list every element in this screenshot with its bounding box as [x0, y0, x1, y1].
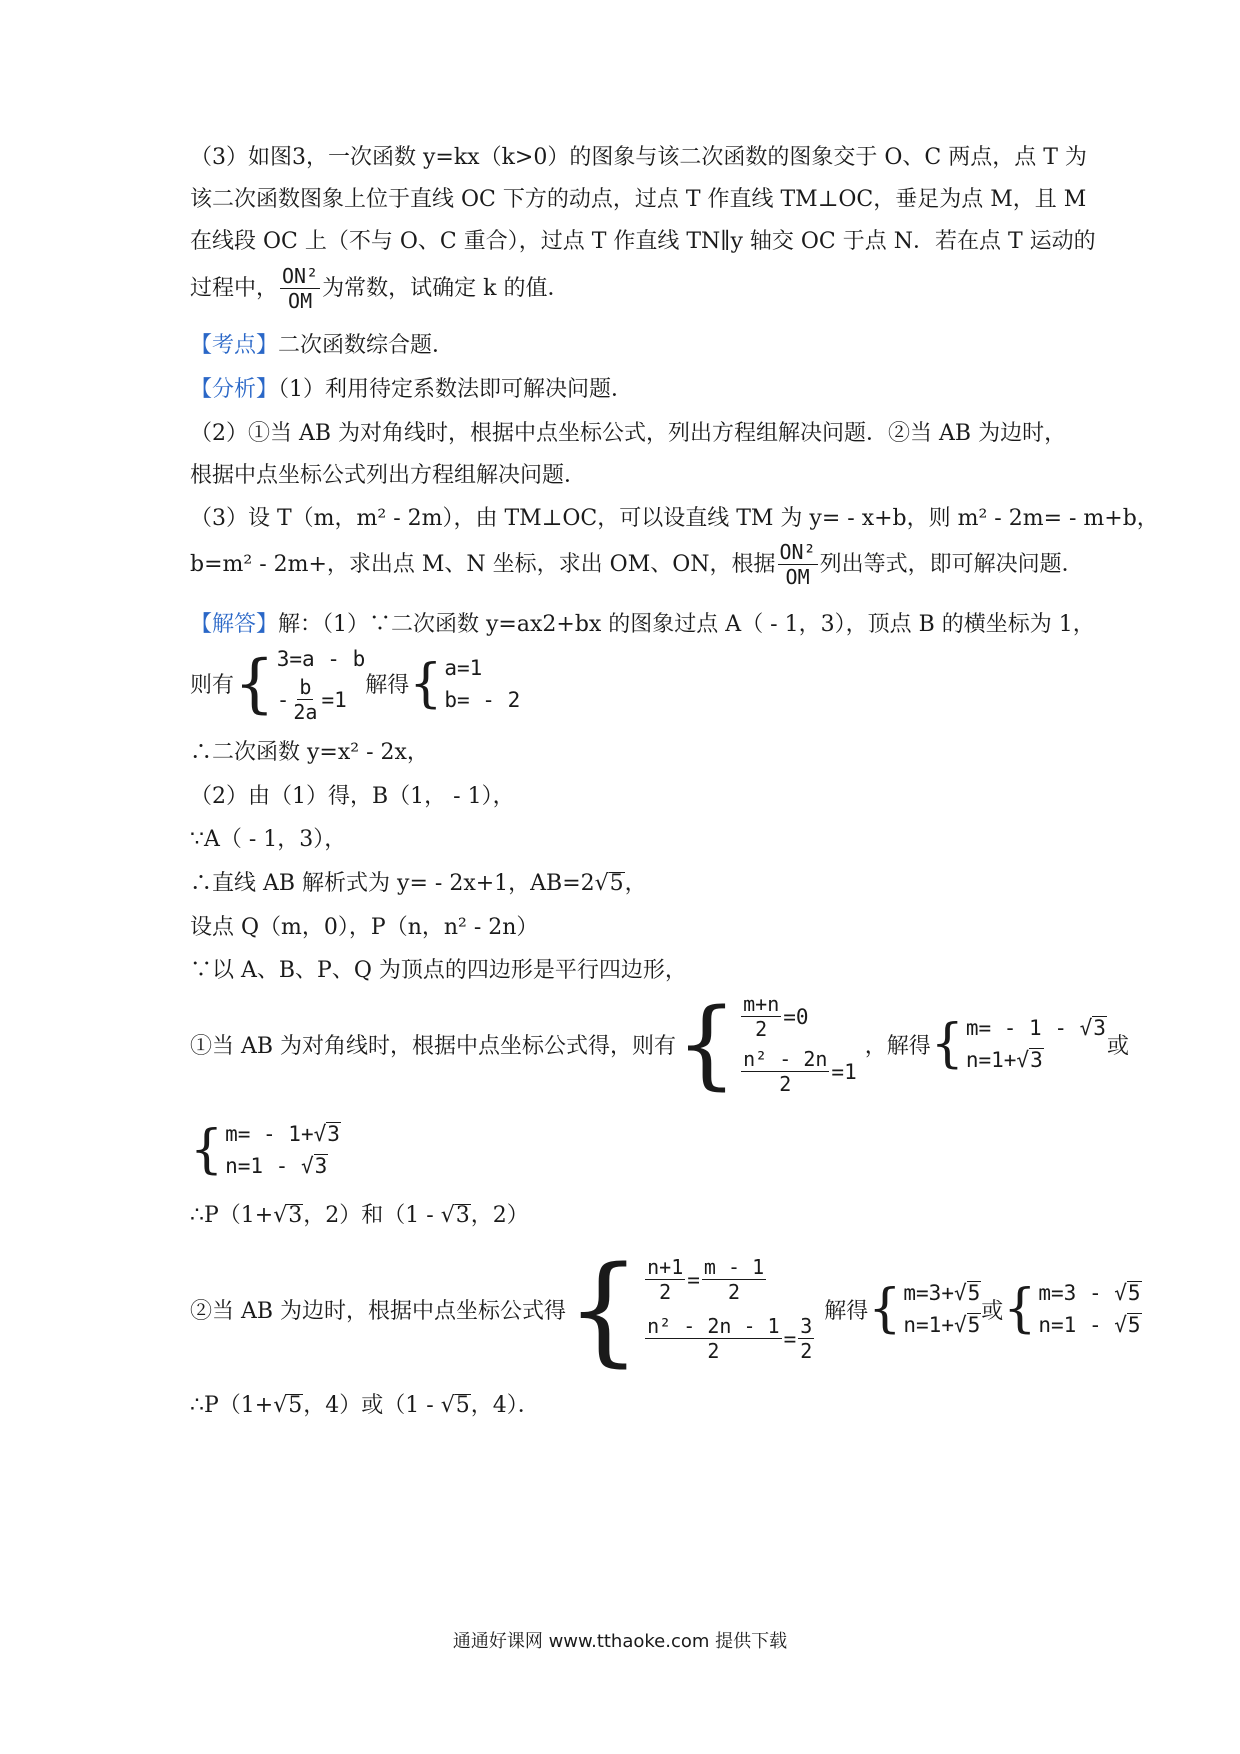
fraction — [291, 675, 319, 724]
fraction-numerator: m - 1 — [703, 1255, 765, 1279]
fraction — [645, 1314, 781, 1363]
sqrt-radicand: 5 — [455, 1393, 470, 1418]
fraction-denominator: OM — [785, 565, 810, 589]
fraction — [778, 540, 818, 589]
problem-line-3: 在线段 OC 上（不与 O、C 重合），过点 T 作直线 TN∥y 轴交 OC 于点 N．若在点 T 运动的 — [190, 229, 1096, 254]
left-brace: { — [1003, 1279, 1037, 1339]
fraction-denominator: 2 — [727, 1280, 741, 1304]
fraction-numerator: b — [299, 675, 312, 699]
left-brace: { — [190, 1120, 224, 1180]
fenxi-line-1 — [190, 374, 633, 406]
solution-part: n=1 - — [225, 1154, 301, 1178]
solution-part: m=3 - — [1038, 1281, 1115, 1305]
fenxi-tag: 【分析】 — [190, 377, 279, 402]
fraction-numerator: n² - 2n - 1 — [647, 1314, 780, 1338]
sqrt-radicand: 3 — [314, 1154, 328, 1178]
fraction-numerator: ON² — [779, 540, 816, 564]
solution: a=1 — [444, 655, 483, 680]
page-footer: 通通好课网 www.tthaoke.com 提供下载 — [452, 1631, 788, 1652]
problem-line-2: 该二次函数图象上位于直线 OC 下方的动点，过点 T 作直线 TM⊥OC，垂足为点 M，且 M — [190, 187, 1087, 212]
jieda-text: ， — [624, 871, 647, 896]
result-text: ∴P（1+ — [190, 1203, 274, 1228]
result-text: ，2） — [470, 1203, 529, 1228]
sqrt-radicand: 5 — [967, 1281, 981, 1305]
solution-part: n=1+ — [965, 1048, 1017, 1072]
solution: b= - 2 — [444, 687, 521, 712]
sqrt-radicand: 3 — [455, 1203, 470, 1228]
fraction-denominator: 2a — [293, 700, 318, 724]
fenxi-line-2: （2）①当 AB 为对角线时，根据中点坐标公式，列出方程组解决问题．②当 AB 为边时， — [190, 421, 1067, 446]
solution: n=1+√5 — [903, 1313, 981, 1337]
jieda-line-3: ∴二次函数 y=x² - 2x， — [190, 740, 429, 765]
solution: m= - 1 - √3 — [965, 1016, 1106, 1040]
equation-system — [643, 1255, 816, 1363]
sqrt-radicand: 3 — [1030, 1048, 1043, 1072]
equation — [643, 1255, 816, 1304]
fenxi-line-5 — [190, 540, 1084, 589]
fraction — [280, 264, 320, 313]
equation-part: = — [687, 1267, 700, 1292]
solution-part: n=1+ — [903, 1313, 954, 1337]
fraction-denominator: 2 — [800, 1339, 813, 1363]
fenxi-text: （1）利用待定系数法即可解决问题． — [278, 377, 634, 402]
sqrt-radicand: 5 — [609, 871, 624, 896]
fraction-numerator: n+1 — [647, 1255, 684, 1279]
fraction-numerator: m+n — [743, 992, 780, 1016]
jieda-line-6: ∴直线 AB 解析式为 y= - 2x+1，AB=2√5， — [190, 871, 647, 896]
case-text: ①当 AB 为对角线时，根据中点坐标公式得，则有 — [190, 1033, 677, 1059]
jieda-tag: 【解答】 — [190, 612, 279, 637]
kaodian-text: 二次函数综合题． — [278, 333, 455, 358]
solution: m= - 1+√3 — [225, 1122, 340, 1146]
sqrt-radicand: 5 — [967, 1313, 981, 1337]
solution-system — [225, 1118, 341, 1182]
jieda-line-4: （2）由（1）得，B（1， - 1）， — [190, 784, 515, 809]
solution-system — [966, 1012, 1107, 1076]
sqrt-radicand: 5 — [1127, 1281, 1141, 1305]
problem-text: 过程中， — [190, 275, 279, 301]
system-text: 则有 — [190, 673, 235, 698]
sqrt-radicand: 5 — [1127, 1313, 1141, 1337]
solution-system — [1038, 1277, 1141, 1341]
jieda-text: 解：（1）∵二次函数 y=ax2+bx 的图象过点 A（ - 1，3），顶点 B 的横坐标为 1， — [278, 612, 1095, 637]
fraction — [741, 992, 781, 1041]
case-text: 或 — [981, 1298, 1004, 1324]
jieda-line-8: ∵以 A、B、P、Q 为顶点的四边形是平行四边形， — [190, 958, 687, 983]
solution-part: m=3+ — [903, 1281, 954, 1305]
solution-system — [903, 1277, 981, 1341]
equation — [739, 1047, 857, 1096]
system-1-line — [190, 643, 520, 724]
jieda-text: ∴直线 AB 解析式为 y= - 2x+1，AB=2 — [190, 871, 595, 896]
left-brace: { — [930, 1014, 964, 1074]
solution-system — [444, 652, 520, 716]
sqrt-radicand: 3 — [327, 1122, 340, 1146]
fenxi-line-3: 根据中点坐标公式列出方程组解决问题． — [190, 463, 587, 488]
equation-system — [277, 643, 366, 724]
equation — [277, 675, 366, 724]
fraction-numerator: ON² — [282, 264, 319, 288]
equation-part: - — [276, 687, 290, 712]
case-1-line — [190, 988, 1129, 1100]
case-2-result: ∴P（1+√5，4）或（1 - √5，4）． — [190, 1393, 540, 1418]
equation — [739, 992, 857, 1041]
equation-part: =1 — [321, 687, 347, 712]
left-brace: { — [676, 988, 738, 1100]
equation-part: =1 — [831, 1059, 857, 1084]
jieda-line-7: 设点 Q（m，0），P（n，n² - 2n） — [190, 915, 539, 940]
left-brace: { — [868, 1279, 902, 1339]
kaodian-tag: 【考点】 — [190, 333, 279, 358]
result-text: ，2）和（1 - — [303, 1203, 441, 1228]
case-1-result: ∴P（1+√3，2）和（1 - √3，2） — [190, 1203, 529, 1228]
solution: n=1 - √3 — [225, 1154, 328, 1178]
jieda-line-5: ∵A（ - 1，3）， — [190, 827, 347, 852]
problem-line-1: （3）如图3，一次函数 y=kx（k>0）的图象与该二次函数的图象交于 O、C 两点，点 T 为 — [190, 145, 1087, 170]
solution: m=3 - √5 — [1038, 1281, 1141, 1305]
fraction — [798, 1314, 814, 1363]
case-text: 解得 — [824, 1298, 869, 1324]
sqrt-radicand: 3 — [1093, 1016, 1106, 1040]
fenxi-line-4: （3）设 T（m，m² - 2m），由 TM⊥OC，可以设直线 TM 为 y= - x+b，则 m² - 2m= - m+b， — [190, 506, 1159, 531]
left-brace: { — [566, 1240, 642, 1378]
problem-line-4 — [190, 264, 569, 313]
case-text: 或 — [1106, 1033, 1129, 1059]
left-brace: { — [234, 646, 275, 721]
fenxi-text: 列出等式，即可解决问题． — [819, 551, 1084, 577]
case-text: ，解得 — [864, 1033, 931, 1059]
fraction — [741, 1047, 829, 1096]
result-text: ，4）． — [470, 1393, 540, 1418]
solution: n=1+√3 — [965, 1048, 1043, 1072]
solution: m=3+√5 — [903, 1281, 981, 1305]
jieda-line-1 — [190, 609, 1095, 641]
fraction-numerator: n² - 2n — [743, 1047, 828, 1071]
equation: 3=a - b — [276, 647, 366, 671]
sqrt-radicand: 3 — [288, 1203, 303, 1228]
result-text: ，4）或（1 - — [303, 1393, 441, 1418]
solution-part: m= - 1+ — [225, 1122, 314, 1146]
fraction-denominator: 2 — [779, 1072, 792, 1096]
solution: n=1 - √5 — [1038, 1313, 1141, 1337]
system-text: 解得 — [365, 673, 410, 698]
fraction — [702, 1255, 766, 1304]
fraction-numerator: 3 — [800, 1314, 813, 1338]
solution-part: n=1 - — [1038, 1313, 1115, 1337]
kaodian-line — [190, 330, 454, 362]
case-1-alt-solution — [190, 1118, 341, 1182]
problem-text: 为常数，试确定 k 的值． — [322, 275, 570, 301]
case-2-line — [190, 1240, 1142, 1378]
solution-part: m= - 1 - — [965, 1016, 1080, 1040]
fraction-denominator: 2 — [755, 1017, 768, 1041]
result-text: ∴P（1+ — [190, 1393, 274, 1418]
equation — [643, 1314, 816, 1363]
fraction-denominator: 2 — [659, 1280, 672, 1304]
equation-system — [739, 992, 857, 1096]
equation-part: = — [783, 1326, 797, 1351]
equation-part: =0 — [783, 1004, 809, 1029]
fraction-denominator: 2 — [707, 1339, 720, 1363]
left-brace: { — [409, 653, 443, 714]
sqrt-radicand: 5 — [288, 1393, 303, 1418]
case-text: ②当 AB 为边时，根据中点坐标公式得 — [190, 1298, 567, 1324]
fraction — [645, 1255, 685, 1304]
fenxi-text: b=m² - 2m+，求出点 M、N 坐标，求出 OM、ON，根据 — [190, 551, 776, 577]
fraction-denominator: OM — [288, 289, 313, 313]
